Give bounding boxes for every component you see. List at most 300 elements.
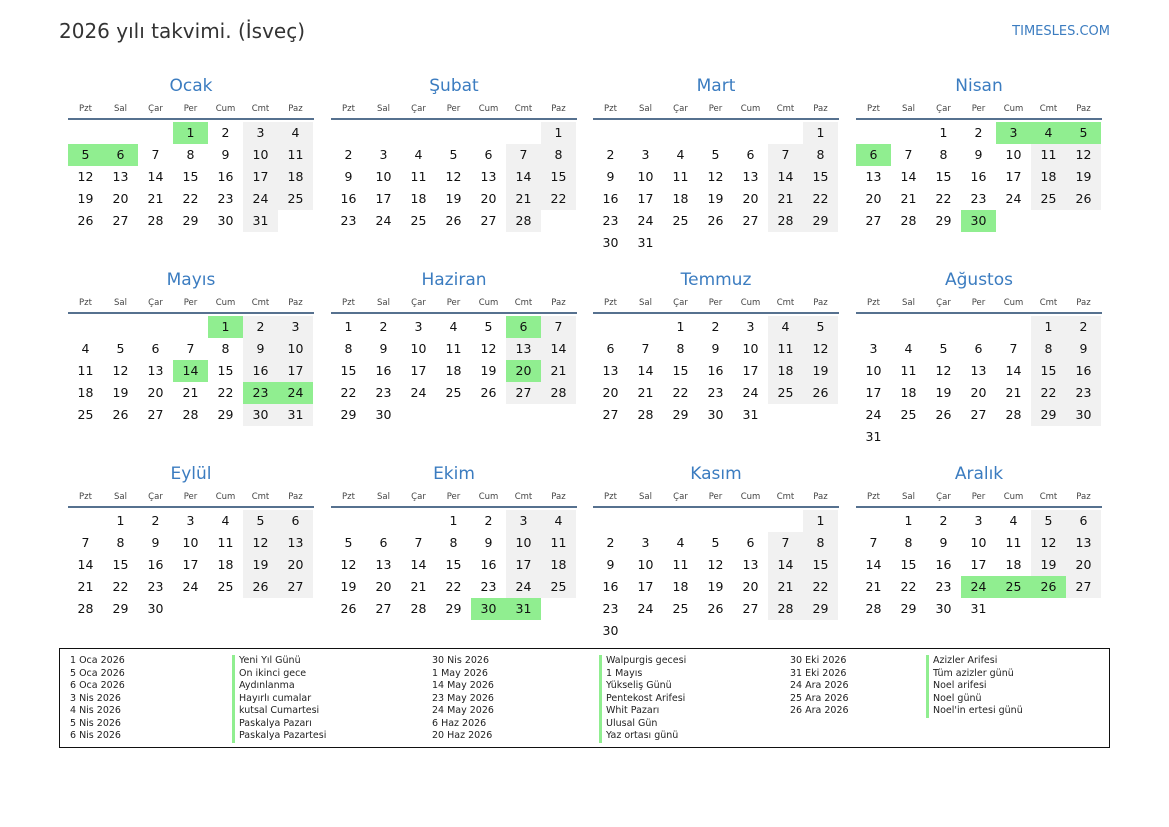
day-cell: 1 — [449, 513, 458, 528]
empty-day-cell — [663, 232, 698, 254]
day-cell: 31 — [970, 601, 987, 616]
day-cell: 8 — [449, 535, 458, 550]
month-name: Ekim — [433, 464, 475, 484]
day-cell: 6 — [974, 341, 983, 356]
empty-day-cell — [331, 122, 366, 144]
day-cell: 23 — [480, 579, 497, 594]
holiday-name: Noel günü — [926, 693, 1023, 706]
week-row — [68, 210, 314, 232]
week-row — [856, 144, 1102, 166]
day-cell: 16 — [480, 557, 497, 572]
day-cell: 19 — [340, 579, 357, 594]
holiday-names-column — [232, 655, 326, 743]
day-cell: 22 — [803, 576, 838, 598]
day-cell: 14 — [410, 557, 427, 572]
holiday-dates-column — [70, 655, 125, 743]
empty-day-cell — [593, 122, 628, 144]
day-cell: 5 — [803, 316, 838, 338]
empty-day-cell — [663, 620, 698, 642]
day-cell: 20 — [1066, 554, 1101, 576]
day-cell: 8 — [676, 341, 685, 356]
day-cell: 30 — [961, 210, 996, 232]
day-cell: 19 — [803, 360, 838, 382]
weekday-label: Çar — [673, 104, 688, 114]
weekday-label: Pzt — [342, 298, 355, 308]
week-row — [856, 338, 1102, 360]
week-row — [68, 144, 314, 166]
week-row — [856, 188, 1102, 210]
day-cell: 3 — [641, 147, 650, 162]
day-cell: 3 — [869, 341, 878, 356]
day-cell: 25 — [541, 576, 576, 598]
holiday-date: 26 Ara 2026 — [790, 705, 849, 716]
day-cell: 7 — [869, 535, 878, 550]
day-cell: 26 — [77, 213, 94, 228]
weekday-label: Sal — [639, 104, 652, 114]
empty-day-cell — [506, 404, 541, 426]
day-cell: 25 — [996, 576, 1031, 598]
day-cell: 9 — [151, 535, 160, 550]
day-cell: 4 — [768, 316, 803, 338]
day-cell: 2 — [939, 513, 948, 528]
holiday-name: Noel'in ertesi günü — [926, 705, 1023, 718]
day-cell: 19 — [1031, 554, 1066, 576]
day-cell: 5 — [711, 535, 720, 550]
weekday-label: Per — [708, 104, 723, 114]
holiday-date: 23 May 2026 — [432, 692, 494, 704]
day-cell: 5 — [344, 535, 353, 550]
day-cell: 10 — [742, 341, 759, 356]
empty-day-cell — [856, 510, 891, 532]
week-row — [856, 426, 1102, 448]
day-cell: 6 — [746, 535, 755, 550]
day-grid — [593, 122, 839, 254]
day-cell: 25 — [672, 213, 689, 228]
day-cell: 5 — [484, 319, 493, 334]
day-cell: 24 — [506, 576, 541, 598]
week-row — [593, 122, 839, 144]
week-row — [593, 620, 839, 642]
weekday-label: Per — [446, 298, 461, 308]
empty-day-cell — [471, 404, 506, 426]
day-cell: 22 — [182, 191, 199, 206]
day-cell: 4 — [278, 122, 313, 144]
weekday-label: Pzt — [604, 104, 617, 114]
day-cell: 15 — [445, 557, 462, 572]
week-row — [593, 338, 839, 360]
weekday-header — [331, 488, 577, 508]
day-cell: 2 — [379, 319, 388, 334]
weekday-label: Pzt — [79, 492, 92, 502]
empty-day-cell — [401, 122, 436, 144]
weekday-label: Per — [708, 492, 723, 502]
day-cell: 30 — [243, 404, 278, 426]
day-cell: 15 — [803, 166, 838, 188]
weekday-label: Cmt — [776, 298, 795, 308]
day-cell: 28 — [410, 601, 427, 616]
day-cell: 9 — [344, 169, 353, 184]
month-name: Nisan — [955, 76, 1003, 96]
day-cell: 17 — [637, 191, 654, 206]
day-cell: 22 — [935, 191, 952, 206]
day-grid — [331, 122, 577, 232]
day-cell: 15 — [340, 363, 357, 378]
weekday-label: Cum — [1003, 298, 1024, 308]
day-cell: 23 — [602, 601, 619, 616]
day-cell: 15 — [900, 557, 917, 572]
week-row — [68, 554, 314, 576]
holiday-date: 14 May 2026 — [432, 680, 494, 691]
day-cell: 10 — [506, 532, 541, 554]
month-name: Şubat — [429, 76, 479, 96]
day-cell: 16 — [217, 169, 234, 184]
day-cell: 28 — [768, 210, 803, 232]
day-cell: 3 — [379, 147, 388, 162]
week-row — [593, 510, 839, 532]
day-cell: 9 — [379, 341, 388, 356]
day-cell: 22 — [340, 385, 357, 400]
empty-day-cell — [891, 426, 926, 448]
week-row — [856, 122, 1102, 144]
weekday-label: Paz — [551, 104, 566, 114]
empty-day-cell — [856, 316, 891, 338]
month-2 — [331, 72, 577, 232]
week-row — [856, 576, 1102, 598]
day-cell: 15 — [803, 554, 838, 576]
day-cell: 6 — [379, 535, 388, 550]
weekday-header — [593, 100, 839, 120]
holiday-date: 4 Nis 2026 — [70, 705, 121, 716]
month-name: Aralık — [954, 464, 1004, 484]
day-cell: 12 — [480, 341, 497, 356]
weekday-label: Per — [183, 492, 198, 502]
month-3 — [593, 72, 839, 254]
weekday-label: Per — [183, 298, 198, 308]
holiday-name: kutsal Cumartesi — [232, 705, 326, 718]
holiday-name: Hayırlı cumalar — [232, 693, 326, 706]
day-cell: 28 — [768, 598, 803, 620]
day-cell: 16 — [935, 557, 952, 572]
empty-day-cell — [768, 404, 803, 426]
holiday-date: 5 Nis 2026 — [70, 717, 121, 729]
day-cell: 18 — [77, 385, 94, 400]
empty-day-cell — [103, 122, 138, 144]
day-cell: 22 — [1031, 382, 1066, 404]
holiday-names-column — [926, 655, 1023, 718]
weekday-label: Sal — [114, 104, 127, 114]
day-cell: 17 — [637, 579, 654, 594]
day-cell: 29 — [340, 407, 357, 422]
day-cell: 2 — [151, 513, 160, 528]
day-cell: 16 — [707, 363, 724, 378]
week-row — [68, 360, 314, 382]
month-name: Haziran — [421, 270, 487, 290]
day-cell: 16 — [340, 191, 357, 206]
day-grid — [331, 510, 577, 620]
weekday-header — [593, 488, 839, 508]
empty-day-cell — [891, 122, 926, 144]
empty-day-cell — [628, 510, 663, 532]
holiday-date: 5 Oca 2026 — [70, 667, 125, 679]
week-row — [68, 598, 314, 620]
empty-day-cell — [996, 426, 1031, 448]
weekday-label: Per — [708, 298, 723, 308]
day-cell: 17 — [970, 557, 987, 572]
day-cell: 12 — [243, 532, 278, 554]
day-cell: 21 — [506, 188, 541, 210]
day-cell: 13 — [506, 338, 541, 360]
month-6 — [331, 266, 577, 426]
day-cell: 29 — [803, 210, 838, 232]
weekday-label: Cmt — [1039, 492, 1058, 502]
week-row — [856, 554, 1102, 576]
day-cell: 25 — [672, 601, 689, 616]
day-cell: 25 — [900, 407, 917, 422]
day-cell: 18 — [672, 579, 689, 594]
empty-day-cell — [628, 122, 663, 144]
day-cell: 19 — [480, 363, 497, 378]
holiday-name: Paskalya Pazartesi — [232, 730, 326, 743]
day-cell: 10 — [182, 535, 199, 550]
day-cell: 22 — [541, 188, 576, 210]
week-row — [331, 382, 577, 404]
day-cell: 26 — [1031, 576, 1066, 598]
weekday-header — [856, 100, 1102, 120]
day-cell: 12 — [340, 557, 357, 572]
day-cell: 20 — [375, 579, 392, 594]
day-cell: 22 — [445, 579, 462, 594]
day-cell: 2 — [711, 319, 720, 334]
month-name: Mayıs — [166, 270, 216, 290]
day-grid — [856, 510, 1102, 620]
day-cell: 23 — [602, 213, 619, 228]
day-cell: 24 — [182, 579, 199, 594]
day-cell: 22 — [672, 385, 689, 400]
holiday-date: 6 Haz 2026 — [432, 717, 487, 729]
empty-day-cell — [698, 620, 733, 642]
holiday-name: Noel arifesi — [926, 680, 1023, 693]
holiday-name: Pentekost Arifesi — [599, 693, 686, 706]
day-cell: 30 — [707, 407, 724, 422]
day-cell: 16 — [970, 169, 987, 184]
day-cell: 9 — [243, 338, 278, 360]
empty-day-cell — [698, 510, 733, 532]
day-cell: 18 — [410, 191, 427, 206]
day-cell: 13 — [865, 169, 882, 184]
day-cell: 14 — [173, 360, 208, 382]
week-row — [331, 510, 577, 532]
empty-day-cell — [541, 404, 576, 426]
empty-day-cell — [593, 510, 628, 532]
empty-day-cell — [208, 598, 243, 620]
week-row — [331, 404, 577, 426]
day-cell: 1 — [173, 122, 208, 144]
empty-day-cell — [173, 598, 208, 620]
day-cell: 15 — [672, 363, 689, 378]
day-cell: 20 — [742, 579, 759, 594]
weekday-label: Sal — [114, 492, 127, 502]
day-cell: 14 — [768, 166, 803, 188]
weekday-label: Per — [446, 104, 461, 114]
day-cell: 28 — [637, 407, 654, 422]
week-row — [68, 316, 314, 338]
holiday-date: 25 Ara 2026 — [790, 692, 849, 704]
day-cell: 15 — [182, 169, 199, 184]
empty-day-cell — [278, 598, 313, 620]
day-cell: 23 — [970, 191, 987, 206]
weekday-label: Sal — [377, 104, 390, 114]
day-cell: 30 — [602, 623, 619, 638]
day-cell: 4 — [1031, 122, 1066, 144]
day-cell: 2 — [221, 125, 230, 140]
empty-day-cell — [1066, 598, 1101, 620]
week-row — [856, 404, 1102, 426]
empty-day-cell — [926, 426, 961, 448]
months-grid — [68, 72, 1108, 652]
month-8 — [856, 266, 1102, 448]
holiday-date: 20 Haz 2026 — [432, 730, 493, 741]
empty-day-cell — [961, 316, 996, 338]
day-cell: 3 — [641, 535, 650, 550]
day-cell: 1 — [676, 319, 685, 334]
week-row — [68, 122, 314, 144]
site-link[interactable]: TIMESLES.COM — [1012, 24, 1110, 39]
day-cell: 14 — [506, 166, 541, 188]
day-cell: 10 — [375, 169, 392, 184]
empty-day-cell — [401, 510, 436, 532]
day-cell: 4 — [414, 147, 423, 162]
day-cell: 22 — [217, 385, 234, 400]
day-cell: 20 — [970, 385, 987, 400]
month-5 — [68, 266, 314, 426]
holiday-name: Paskalya Pazarı — [232, 718, 326, 731]
day-cell: 10 — [410, 341, 427, 356]
day-cell: 28 — [900, 213, 917, 228]
day-cell: 9 — [711, 341, 720, 356]
day-cell: 21 — [637, 385, 654, 400]
week-row — [331, 576, 577, 598]
day-cell: 26 — [803, 382, 838, 404]
week-row — [856, 210, 1102, 232]
empty-day-cell — [733, 510, 768, 532]
weekday-label: Paz — [813, 104, 828, 114]
month-name: Mart — [696, 76, 736, 96]
empty-day-cell — [366, 510, 401, 532]
week-row — [593, 232, 839, 254]
day-cell: 24 — [742, 385, 759, 400]
week-row — [593, 316, 839, 338]
day-cell: 18 — [278, 166, 313, 188]
day-cell: 11 — [541, 532, 576, 554]
day-cell: 1 — [803, 510, 838, 532]
day-cell: 10 — [970, 535, 987, 550]
day-cell: 11 — [77, 363, 94, 378]
week-row — [593, 382, 839, 404]
day-grid — [68, 510, 314, 620]
empty-day-cell — [856, 122, 891, 144]
day-cell: 12 — [803, 338, 838, 360]
day-cell: 6 — [484, 147, 493, 162]
day-cell: 27 — [112, 213, 129, 228]
day-cell: 26 — [935, 407, 952, 422]
day-cell: 24 — [375, 213, 392, 228]
weekday-label: Sal — [377, 298, 390, 308]
day-cell: 6 — [103, 144, 138, 166]
day-cell: 20 — [112, 191, 129, 206]
day-cell: 21 — [541, 360, 576, 382]
day-cell: 25 — [445, 385, 462, 400]
weekday-label: Cmt — [251, 104, 270, 114]
month-12 — [856, 460, 1102, 620]
day-cell: 13 — [1066, 532, 1101, 554]
day-cell: 20 — [147, 385, 164, 400]
day-cell: 2 — [974, 125, 983, 140]
day-cell: 22 — [803, 188, 838, 210]
day-cell: 10 — [1005, 147, 1022, 162]
day-cell: 7 — [186, 341, 195, 356]
day-cell: 21 — [182, 385, 199, 400]
day-cell: 27 — [602, 407, 619, 422]
holiday-name: Tüm azizler günü — [926, 668, 1023, 681]
weekday-label: Cmt — [514, 104, 533, 114]
holiday-dates-column — [432, 655, 494, 743]
day-cell: 20 — [278, 554, 313, 576]
day-cell: 14 — [147, 169, 164, 184]
empty-day-cell — [436, 122, 471, 144]
day-cell: 30 — [935, 601, 952, 616]
day-cell: 1 — [541, 122, 576, 144]
month-name: Temmuz — [680, 270, 752, 290]
day-cell: 31 — [742, 407, 759, 422]
day-cell: 8 — [803, 144, 838, 166]
week-row — [593, 210, 839, 232]
weekday-label: Cum — [478, 298, 499, 308]
day-cell: 8 — [221, 341, 230, 356]
weekday-label: Paz — [288, 492, 303, 502]
empty-day-cell — [103, 316, 138, 338]
day-cell: 8 — [904, 535, 913, 550]
day-cell: 5 — [711, 147, 720, 162]
day-cell: 11 — [672, 557, 689, 572]
day-cell: 27 — [1066, 576, 1101, 598]
empty-day-cell — [768, 232, 803, 254]
empty-day-cell — [698, 122, 733, 144]
weekday-label: Cmt — [251, 298, 270, 308]
day-cell: 14 — [900, 169, 917, 184]
day-cell: 22 — [900, 579, 917, 594]
day-cell: 24 — [1005, 191, 1022, 206]
empty-day-cell — [1066, 426, 1101, 448]
day-grid — [593, 510, 839, 642]
day-cell: 18 — [768, 360, 803, 382]
weekday-label: Cum — [478, 104, 499, 114]
day-cell: 16 — [243, 360, 278, 382]
day-cell: 30 — [471, 598, 506, 620]
empty-day-cell — [768, 620, 803, 642]
day-cell: 13 — [480, 169, 497, 184]
day-cell: 10 — [637, 169, 654, 184]
day-cell: 21 — [147, 191, 164, 206]
day-cell: 21 — [410, 579, 427, 594]
day-cell: 19 — [707, 191, 724, 206]
day-cell: 3 — [186, 513, 195, 528]
month-11 — [593, 460, 839, 642]
day-grid — [68, 122, 314, 232]
day-cell: 31 — [637, 235, 654, 250]
holiday-date: 31 Eki 2026 — [790, 667, 847, 679]
day-cell: 26 — [1066, 188, 1101, 210]
day-cell: 7 — [81, 535, 90, 550]
